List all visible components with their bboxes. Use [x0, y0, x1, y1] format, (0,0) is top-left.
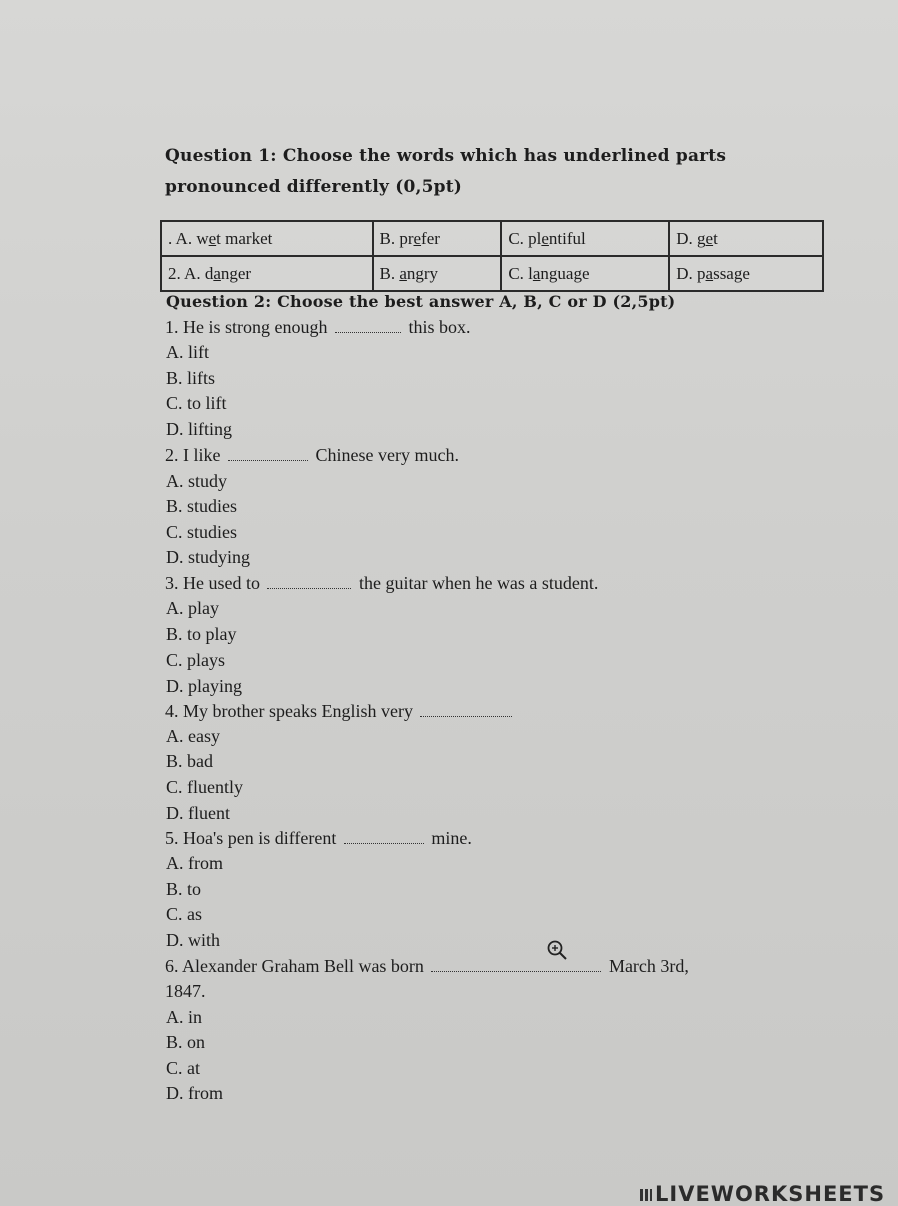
option[interactable]: A. study	[166, 471, 228, 491]
answer-blank[interactable]	[344, 829, 424, 844]
table-cell: B. prefer	[373, 221, 502, 256]
brand-icon	[640, 1189, 652, 1201]
option[interactable]: D. from	[166, 1083, 223, 1103]
option[interactable]: B. bad	[166, 751, 213, 771]
option[interactable]: B. studies	[166, 496, 238, 516]
option[interactable]: B. lifts	[166, 368, 216, 388]
question-line: 1. He is strong enough this box.	[165, 317, 471, 337]
question-1-title: Question 1: Choose the words which has underlined parts	[165, 146, 727, 166]
answer-blank[interactable]	[420, 702, 512, 717]
table-cell: C. plentiful	[501, 221, 669, 256]
option[interactable]: A. easy	[166, 726, 220, 746]
liveworksheets-logo: LIVEWORKSHEETS	[640, 1182, 885, 1206]
option[interactable]: D. lifting	[166, 419, 232, 439]
answer-blank[interactable]	[335, 318, 401, 333]
answer-blank[interactable]	[267, 574, 351, 589]
option[interactable]: D. fluent	[166, 803, 230, 823]
question-line: 6. Alexander Graham Bell was born March 3rd,	[165, 956, 689, 976]
option[interactable]: B. on	[166, 1032, 206, 1052]
option[interactable]: C. plays	[166, 650, 226, 670]
option[interactable]: C. fluently	[166, 777, 243, 797]
table-cell: D. get	[669, 221, 823, 256]
option[interactable]: D. playing	[166, 676, 242, 696]
table-cell: B. angry	[373, 256, 502, 291]
option[interactable]: D. with	[166, 930, 220, 950]
option[interactable]: C. studies	[166, 522, 238, 542]
question-line: 3. He used to the guitar when he was a student.	[165, 573, 599, 593]
pronunciation-table	[160, 220, 824, 292]
zoom-icon[interactable]	[546, 939, 568, 961]
question-line: 5. Hoa's pen is different mine.	[165, 828, 472, 848]
table-cell: C. language	[501, 256, 669, 291]
option[interactable]: A. in	[166, 1007, 202, 1027]
option[interactable]: C. to lift	[166, 393, 227, 413]
table-cell: 2. A. danger	[161, 256, 373, 291]
answer-blank[interactable]	[431, 957, 601, 972]
option[interactable]: A. play	[166, 598, 219, 618]
option[interactable]: D. studying	[166, 547, 251, 567]
option[interactable]: B. to	[166, 879, 202, 899]
option[interactable]: A. from	[166, 853, 223, 873]
question-line: 4. My brother speaks English very	[165, 701, 515, 722]
question-2-title: Question 2: Choose the best answer A, B, C or D (2,5pt)	[166, 292, 676, 311]
question-line: 2. I like Chinese very much.	[165, 445, 459, 465]
question-1-heading	[165, 141, 785, 203]
option[interactable]: C. as	[166, 904, 202, 924]
option[interactable]: A. lift	[166, 342, 209, 362]
table-row	[161, 221, 823, 256]
option[interactable]: C. at	[166, 1058, 200, 1078]
table-cell: D. passage	[669, 256, 823, 291]
question-1-title-cont: pronounced differently (0,5pt)	[165, 177, 463, 197]
table-cell: . A. wet market	[161, 221, 373, 256]
answer-blank[interactable]	[228, 446, 308, 461]
option[interactable]: B. to play	[166, 624, 237, 644]
question-line-cont: 1847.	[165, 981, 206, 1001]
